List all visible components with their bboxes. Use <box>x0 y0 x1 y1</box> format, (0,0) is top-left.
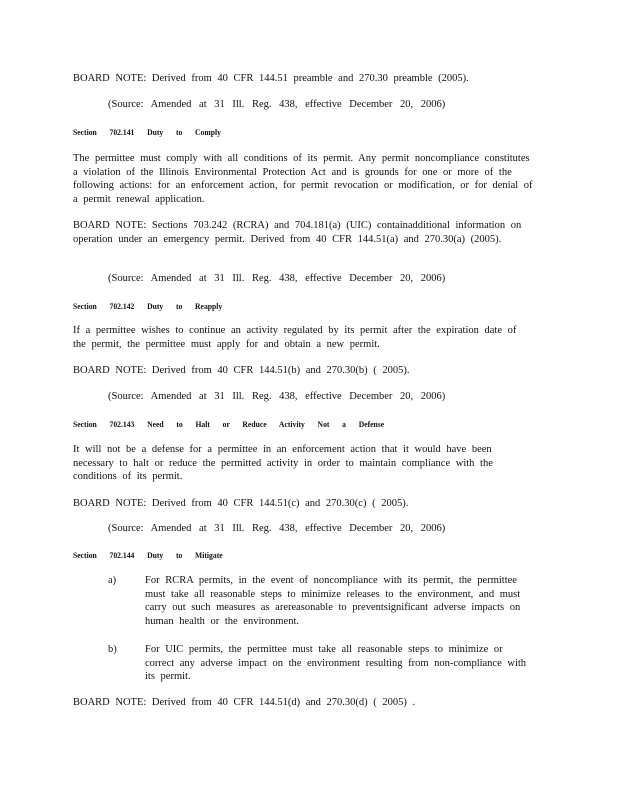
board-note: BOARD NOTE: Derived from 40 CFR 144.51(d) and 270.30(d) ( 2005) . <box>73 697 416 708</box>
section-heading: Section 702.142 Duty to Reapply <box>73 301 223 311</box>
section-heading: Section 702.144 Duty to Mitigate <box>73 550 223 560</box>
source-note: (Source: Amended at 31 Ill. Reg. 438, effective December 20, 2006) <box>108 523 446 534</box>
paragraph: If a permittee wishes to continue an activity regulated by its permit after the expiration date of the permit, the permittee must apply for and obtain a new permit. <box>73 325 517 350</box>
board-note: BOARD NOTE: Derived from 40 CFR 144.51(b) and 270.30(b) ( 2005). <box>73 365 410 376</box>
source-note: (Source: Amended at 31 Ill. Reg. 438, effective December 20, 2006) <box>108 273 446 284</box>
list-item-label: a) <box>108 575 117 586</box>
list-item-label: b) <box>108 644 117 655</box>
board-note: BOARD NOTE: Derived from 40 CFR 144.51 preamble and 270.30 preamble (2005). <box>73 73 469 84</box>
section-heading: Section 702.143 Need to Halt or Reduce Activity Not a Defense <box>73 419 385 429</box>
paragraph: The permittee must comply with all conditions of its permit. Any permit noncompliance constitutes a violation of the Illinois Environmental Protection Act and is grounds for one or more of the following actions: for an enforcement action, for permit revocation or modification, or for denial of a permit renewal application. <box>73 153 533 205</box>
board-note: BOARD NOTE: Derived from 40 CFR 144.51(c) and 270.30(c) ( 2005). <box>73 498 409 509</box>
source-note: (Source: Amended at 31 Ill. Reg. 438, effective December 20, 2006) <box>108 99 446 110</box>
board-note: BOARD NOTE: Sections 703.242 (RCRA) and 704.181(a) (UIC) containadditional information on operation under an emergency permit. Derived from 40 CFR 144.51(a) and 270.30(a) (2005). <box>73 220 522 245</box>
paragraph: It will not be a defense for a permittee in an enforcement action that it would have been necessary to halt or reduce the permitted activity in order to maintain compliance with the conditions of its permit. <box>73 444 493 482</box>
section-heading: Section 702.141 Duty to Comply <box>73 127 221 137</box>
list-item-text: For RCRA permits, in the event of noncompliance with its permit, the permittee must take all reasonable steps to minimize releases to the environment, and must carry out such measures as arereasonable to preventsignificant adverse impacts on human health or the environment. <box>145 575 521 627</box>
list-item-text: For UIC permits, the permittee must take all reasonable steps to minimize or correct any adverse impact on the environment resulting from non-compliance with its permit. <box>145 644 527 682</box>
source-note: (Source: Amended at 31 Ill. Reg. 438, effective December 20, 2006) <box>108 391 446 402</box>
